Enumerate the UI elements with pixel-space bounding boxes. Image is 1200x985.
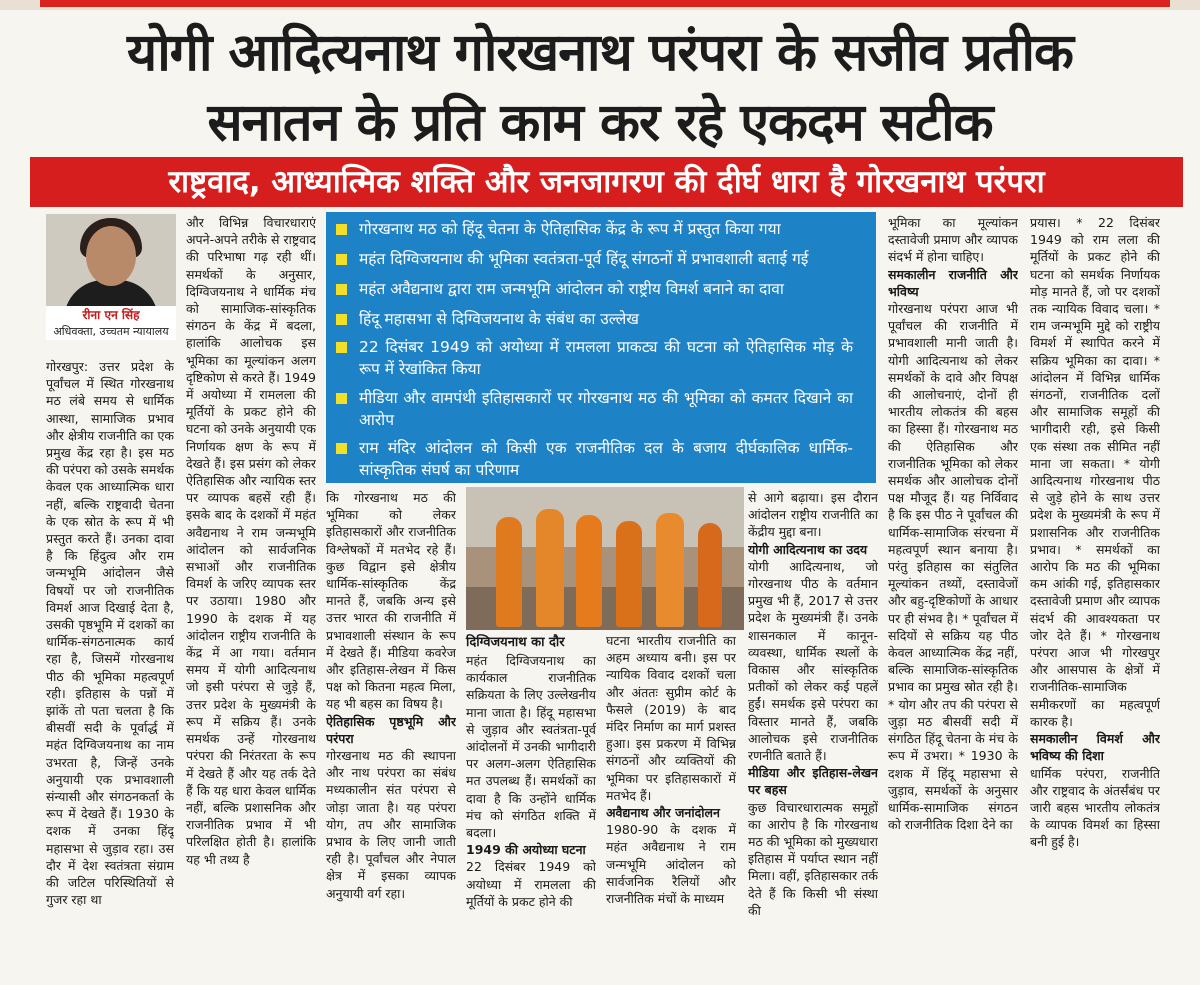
highlight-item: गोरखनाथ मठ को हिंदू चेतना के ऐतिहासिक केंद्र के रूप में प्रस्तुत किया गया bbox=[336, 218, 853, 240]
column-7-subheading: समकालीन राजनीति और भविष्य bbox=[888, 266, 1018, 299]
headline-line-2: सनातन के प्रति काम कर रहे एकदम सटीक bbox=[207, 93, 993, 153]
column-3-subheading: ऐतिहासिक पृष्ठभूमि और परंपरा bbox=[326, 713, 456, 746]
column-5-text: घटना भारतीय राजनीति का अहम अध्याय बनी। इस पर न्यायिक विवाद दशकों चला और अंततः सुप्रीम कोर्ट के फैसले (2019) के बाद मंदिर निर्माण का मार्ग प्रशस्त हुआ। इस प्रकरण में विभिन्न संगठनों और व्यक्तियों की भूमिका पर इतिहासकारों में मतभेद हैं। bbox=[606, 633, 736, 803]
column-4-text: महंत दिग्विजयनाथ का कार्यकाल राजनीतिक सक्रियता के लिए उल्लेखनीय माना जाता है। हिंदू महासभा से जुड़ाव और स्वतंत्रता-पूर्व आंदोलनों में उनकी भागीदारी पर अलग-अलग ऐतिहासिक मत उपलब्ध हैं। समर्थकों का दावा है कि उन्होंने धार्मिक मंच को संगठित शक्ति में बदला। bbox=[466, 653, 596, 841]
column-4-subheading: 1949 की अयोध्या घटना bbox=[466, 842, 586, 858]
bullet-square-icon bbox=[336, 314, 347, 325]
highlight-item: राम मंदिर आंदोलन को किसी एक राजनीतिक दल के बजाय दीर्घकालिक धार्मिक-सांस्कृतिक संघर्ष का परिणाम bbox=[336, 437, 853, 481]
author-role: अधिवक्ता, उच्चतम न्यायालय bbox=[46, 324, 176, 340]
bullet-square-icon bbox=[336, 342, 347, 353]
column-6-text: से आगे बढ़ाया। इस दौरान आंदोलन राष्ट्रीय राजनीति का केंद्रीय मुद्दा बना। bbox=[748, 490, 878, 540]
author-name: रीना एन सिंह bbox=[46, 306, 176, 324]
column-3-text: कि गोरखनाथ मठ की भूमिका को लेकर इतिहासकारों और राजनीतिक विश्लेषकों में मतभेद रहे हैं। कुछ विद्वान इसे क्षेत्रीय धार्मिक-सांस्कृतिक केंद्र मानते हैं, जबकि अन्य इसे उत्तर भारत की राजनीति में प्रभावशाली संस्थान के रूप में देखते हैं। मीडिया कवरेज और इतिहास-लेखन में किस पक्ष को कितना महत्व मिला, यह भी बहस का विषय है। bbox=[326, 490, 456, 712]
article-column-3 bbox=[326, 489, 456, 964]
article-column-8 bbox=[1030, 214, 1160, 964]
highlight-item: मीडिया और वामपंथी इतिहासकारों पर गोरखनाथ मठ की भूमिका को कमतर दिखाने का आरोप bbox=[336, 387, 853, 431]
headline-line-1: योगी आदित्यनाथ गोरखनाथ परंपरा के सजीव प्रतीक bbox=[127, 23, 1073, 83]
column-3-text-2: गोरखनाथ मठ की स्थापना और नाथ परंपरा का संबंध मध्यकालीन संत परंपरा से जोड़ा जाता है। यह परंपरा योग, तप और सामाजिक प्रभाव के लिए जानी जाती रही है। पूर्वांचल और नेपाल क्षेत्र में इसका व्यापक अनुयायी वर्ग रहा। bbox=[326, 748, 456, 901]
article-column-5 bbox=[606, 632, 736, 964]
bullet-square-icon bbox=[336, 393, 347, 404]
bullet-square-icon bbox=[336, 443, 347, 454]
column-2-text: और विभिन्न विचारधाराएं अपने-अपने तरीके से राष्ट्रवाद की परिभाषा गढ़ रही थीं। समर्थकों के अनुसार, दिग्विजयनाथ ने धार्मिक मंच को सामाजिक-सांस्कृतिक संगठन के केंद्र में बदला, हालांकि आलोचक इस भूमिका का मूल्यांकन अलग दृष्टिकोण से करते हैं। 1949 में अयोध्या में रामलला की मूर्तियों के प्रकट होने की घटना को उनके अनुयायी एक निर्णायक क्षण के रूप में देखते हैं। इस प्रसंग को लेकर ऐतिहासिक और न्यायिक स्तर पर व्यापक बहसें रही हैं। इसके बाद के दशकों में महंत अवैद्यनाथ ने राम जन्मभूमि आंदोलन को सार्वजनिक सभाओं और राजनीतिक विमर्श के जरिए व्यापक स्तर पर उठाया। 1980 और 1990 के दशक में यह आंदोलन राष्ट्रीय राजनीति के केंद्र में आ गया। वर्तमान समय में योगी आदित्यनाथ जो इसी परंपरा से जुड़े हैं, उत्तर प्रदेश के मुख्यमंत्री के रूप में सक्रिय हैं। उनके समर्थक उन्हें गोरखनाथ परंपरा की निरंतरता के रूप में देखते हैं और यह तर्क देते हैं कि यह धारा केवल धार्मिक नहीं, बल्कि प्रशासनिक और राजनीतिक प्रभाव में भी परिलक्षित होती है। हालांकि यह भी तथ्य है bbox=[186, 215, 316, 867]
article-column-6 bbox=[748, 489, 878, 964]
article-column-1 bbox=[46, 358, 174, 963]
highlight-item: 22 दिसंबर 1949 को अयोध्या में रामलला प्राकट्य की घटना को ऐतिहासिक मोड़ के रूप में रेखांकित किया bbox=[336, 336, 853, 380]
column-6-subheading-1: योगी आदित्यनाथ का उदय bbox=[748, 541, 868, 557]
column-7-text: भूमिका का मूल्यांकन दस्तावेजी प्रमाण और व्यापक संदर्भ में होना चाहिए। bbox=[888, 215, 1018, 265]
author-block bbox=[46, 214, 176, 346]
column-8-subheading: समकालीन विमर्श और भविष्य की दिशा bbox=[1030, 731, 1160, 764]
highlights-box bbox=[326, 212, 876, 483]
highlight-item: हिंदू महासभा से दिग्विजयनाथ के संबंध का उल्लेख bbox=[336, 308, 853, 330]
article-column-7 bbox=[888, 214, 1018, 964]
top-strip bbox=[0, 0, 1200, 10]
article-column-4 bbox=[466, 652, 596, 964]
article-column-2 bbox=[186, 214, 316, 964]
column-5-subheading: अवैद्यनाथ और जनांदोलन bbox=[606, 805, 720, 821]
column-4-text-2: 22 दिसंबर 1949 को अयोध्या में रामलला की मूर्तियों के प्रकट होने की bbox=[466, 859, 596, 909]
subheadline-banner: राष्ट्रवाद, आध्यात्मिक शक्ति और जनजागरण की दीर्घ धारा है गोरखनाथ परंपरा bbox=[30, 157, 1183, 207]
highlight-item: महंत अवैद्यनाथ द्वारा राम जन्मभूमि आंदोलन को राष्ट्रीय विमर्श बनाने का दावा bbox=[336, 278, 853, 300]
column-8-text-2: धार्मिक परंपरा, राजनीति और राष्ट्रवाद के अंतर्संबंध पर जारी बहस भारतीय लोकतंत्र के व्यापक विमर्श का हिस्सा बनी हुई है। bbox=[1030, 765, 1160, 850]
author-photo bbox=[46, 214, 176, 306]
column-6-text-2: योगी आदित्यनाथ, जो गोरखनाथ पीठ के वर्तमान प्रमुख भी हैं, 2017 से उत्तर प्रदेश के मुख्यमंत्री हैं। उनके शासनकाल में कानून-व्यवस्था, धार्मिक स्थलों के विकास और सांस्कृतिक प्रतीकों को लेकर कई पहलें हुईं। समर्थक इसे परंपरा का विस्तार मानते हैं, जबकि आलोचक इसे राजनीतिक रणनीति बताते हैं। bbox=[748, 558, 878, 764]
column-5-text-2: 1980-90 के दशक में महंत अवैद्यनाथ ने राम जन्मभूमि आंदोलन को सार्वजनिक रैलियों और राजनीतिक मंचों के माध्यम bbox=[606, 822, 736, 907]
bullet-square-icon bbox=[336, 284, 347, 295]
photo-caption: दिग्विजयनाथ का दौर bbox=[466, 635, 565, 650]
highlight-item: महंत दिग्विजयनाथ की भूमिका स्वतंत्रता-पूर्व हिंदू संगठनों में प्रभावशाली बताई गई bbox=[336, 248, 853, 270]
column-6-subheading-2: मीडिया और इतिहास-लेखन पर बहस bbox=[748, 765, 878, 798]
bullet-square-icon bbox=[336, 254, 347, 265]
column-6-text-3: कुछ विचारधारात्मक समूहों का आरोप है कि गोरखनाथ मठ की भूमिका को मुख्यधारा इतिहास में पर्याप्त स्थान नहीं मिला। वहीं, इतिहासकार तर्क देते हैं कि किसी भी संस्था की bbox=[748, 799, 878, 918]
bullet-square-icon bbox=[336, 224, 347, 235]
column-8-text: प्रयास। * 22 दिसंबर 1949 को राम लला की मूर्तियों के प्रकट होने की घटना को समर्थक निर्णायक मोड़ मानते हैं, जो पर दशकों तक न्यायिक विवाद चला। * राम जन्मभूमि मुद्दे को राष्ट्रीय विमर्श में स्थापित करने में सक्रिय भूमिका का दावा। * आंदोलन में विभिन्न धार्मिक संगठनों, राजनीतिक दलों और सामाजिक समूहों की भागीदारी रही, इसे किसी एक संस्था तक सीमित नहीं माना जा सकता। * योगी आदित्यनाथ गोरखनाथ पीठ से जुड़े होने के साथ उत्तर प्रदेश के मुख्यमंत्री के रूप में प्रशासनिक और राजनीतिक प्रभाव। * समर्थकों का आरोप कि मठ की भूमिका कम आंकी गई, इतिहासकार दस्तावेजी प्रमाण और व्यापक संदर्भ की आवश्यकता पर जोर देते हैं। * गोरखनाथ परंपरा आज भी गोरखपुर और आसपास के क्षेत्रों में राजनीतिक-सामाजिक समीकरणों का महत्वपूर्ण कारक है। bbox=[1030, 215, 1160, 729]
news-photo bbox=[466, 487, 744, 630]
column-1-text: गोरखपुर: उत्तर प्रदेश के पूर्वांचल में स्थित गोरखनाथ मठ लंबे समय से धार्मिक आस्था, सामाजिक प्रभाव और क्षेत्रीय राजनीति का एक प्रमुख केंद्र रहा है। इस मठ की परंपरा को उसके समर्थक केवल एक आध्यात्मिक धारा नहीं, बल्कि राष्ट्रवादी चेतना के एक स्रोत के रूप में भी प्रस्तुत करते हैं। उनका दावा है कि हिंदुत्व और राम जन्मभूमि आंदोलन जैसे विषयों पर जो राजनीतिक विमर्श आज दिखाई देता है, उसकी पृष्ठभूमि में दशकों का धार्मिक-संगठनात्मक कार्य रहा है, जिसमें गोरखनाथ पीठ की भूमिका महत्वपूर्ण रही। इतिहास के पन्नों में झांकें तो पता चलता है कि बीसवीं सदी के पूर्वार्द्ध में महंत दिग्विजयनाथ का नाम उभरता है, जिन्हें उनके अनुयायी एक प्रभावशाली संन्यासी और संगठनकर्ता के रूप में देखते हैं। 1930 के दशक में उनका हिंदू महासभा से जुड़ाव रहा। उस दौर में देश स्वतंत्रता संग्राम की जटिल परिस्थितियों से गुजर रहा था bbox=[46, 359, 174, 908]
top-red-bar bbox=[40, 0, 1170, 7]
column-7-text-2: गोरखनाथ परंपरा आज भी पूर्वांचल की राजनीति में प्रभावशाली मानी जाती है। योगी आदित्यनाथ को लेकर समर्थकों के दावे और विपक्ष की आलोचनाएं, दोनों ही भारतीय लोकतंत्र की बहस का हिस्सा हैं। गोरखनाथ मठ की ऐतिहासिक और राजनीतिक भूमिका को लेकर समर्थक और आलोचक दोनों पक्ष मौजूद हैं। यह निर्विवाद है कि इस पीठ ने पूर्वांचल की धार्मिक-सामाजिक संरचना में महत्वपूर्ण स्थान बनाया है। परंतु इतिहास का संतुलित मूल्यांकन तथ्यों, दस्तावेजों और बहु-दृष्टिकोणों के आधार पर ही संभव है। * पूर्वांचल में सदियों से सक्रिय यह पीठ केवल आध्यात्मिक केंद्र नहीं, बल्कि सामाजिक-सांस्कृतिक प्रभाव का प्रमुख स्रोत रही है। * योग और तप की परंपरा से जुड़ा मठ बीसवीं सदी में संगठित हिंदू चेतना के मंच के रूप में उभरा। * 1930 के दशक में हिंदू महासभा से जुड़ाव, समर्थकों के अनुसार धार्मिक-सामाजिक संगठन को राजनीतिक दिशा देने का bbox=[888, 301, 1018, 833]
